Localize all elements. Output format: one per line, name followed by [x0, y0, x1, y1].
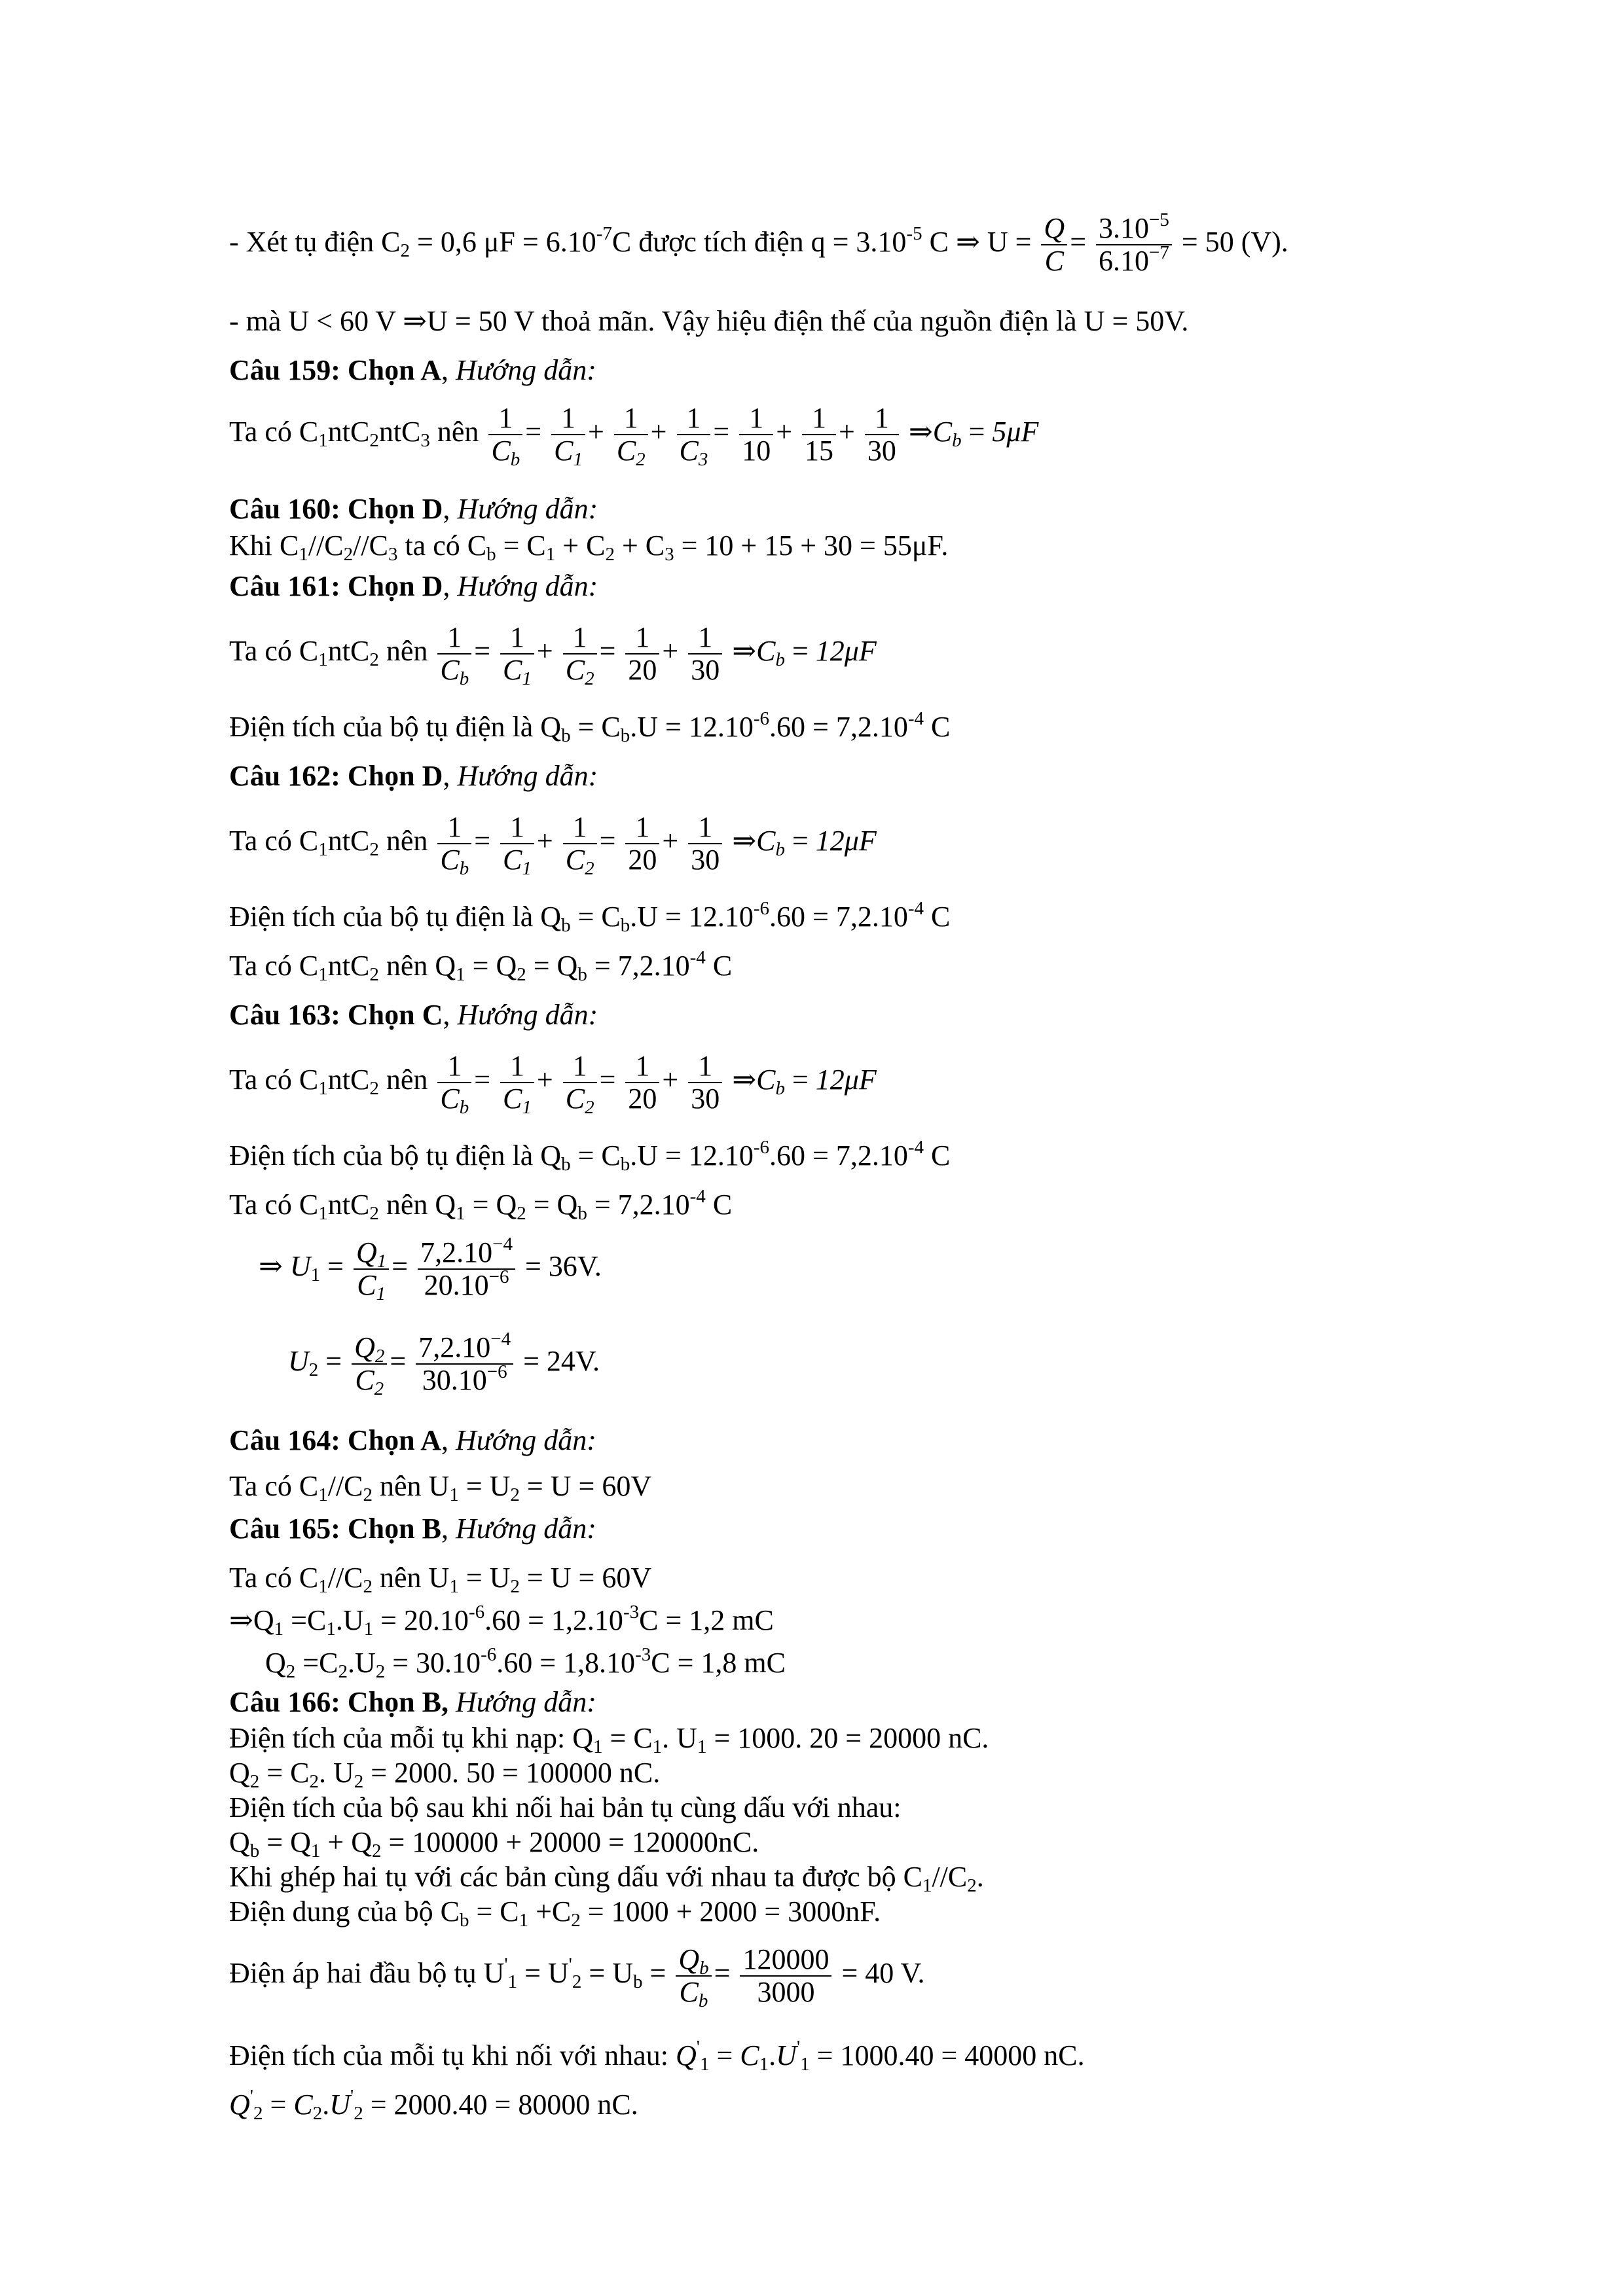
heading-cau-165: Câu 165: Chọn B, Hướng dẫn: [229, 1513, 596, 1545]
line-160: Khi $C_1//C_2//C_3$ ta có $C_b = C_1 + C_2 + C_3 = 10 + 15 + 30 = 55\mu F$. [229, 529, 949, 565]
line-159-formula: Ta có $C_1ntC_2ntC_3$ nên $\frac{1}{C_b}$ = $\frac{1}{C_1}$ + $\frac{1}{C_2}$ + $\frac{1}{C_3}$ = $\frac{1}{10}$ + $\frac{1}{15}$ + $\frac{1}{30}$ $\Rightarrow C_b = 5\mu F$ [229, 402, 1039, 470]
heading-cau-164: Câu 164: Chọn A, Hướng dẫn: [229, 1424, 596, 1456]
line-161-formula: Ta có $C_1ntC_2$ nên $\frac{1}{C_b}$ = $\frac{1}{C_1}$ + $\frac{1}{C_2}$ = $\frac{1}{20}$ + $\frac{1}{30}$ $\Rightarrow C_b = 12\mu F$ [229, 621, 877, 689]
line-164: Ta có $C_1//C_2$ nên $U_1 = U_2 = U = 60V$ [229, 1470, 652, 1505]
line-165-q2: $Q_2 =C_2.U_2 = 30.10^{-6}.60 = 1,8.10^{-3}C = 1,8$ mC [265, 1644, 786, 1682]
heading-cau-161: Câu 161: Chọn D, Hướng dẫn: [229, 570, 598, 602]
line-166-parallel: Khi ghép hai tụ với các bản cùng dấu với nhau ta được bộ $C_1//C_2$. [229, 1861, 984, 1896]
line-162-formula: Ta có $C_1ntC_2$ nên $\frac{1}{C_b}$ = $\frac{1}{C_1}$ + $\frac{1}{C_2}$ = $\frac{1}{20}$ + $\frac{1}{30}$ $\Rightarrow C_b = 12\mu F$ [229, 811, 877, 879]
line-165-voltage: Ta có $C_1//C_2$ nên $U_1 = U_2 = U = 60V$ [229, 1562, 652, 1597]
line-162-series-charge: Ta có $C_1ntC_2$ nên $Q_1 = Q_2 = Q_b = 7,2.10^{-4}$ C [229, 947, 733, 985]
heading-cau-163: Câu 163: Chọn C, Hướng dẫn: [229, 999, 598, 1031]
line-166-q2-final: $Q'_2 = C_2.U'_2 = 2000.40 = 80000$ nC. [229, 2086, 638, 2124]
line-163-series-charge: Ta có $C_1ntC_2$ nên $Q_1 = Q_2 = Q_b = 7,2.10^{-4}$ C [229, 1186, 733, 1224]
line-166-charge1: Điện tích của mỗi tụ khi nạp: $Q_1 = C_1$. $U_1 = 1000$. 20 = 20000 nC. [229, 1722, 989, 1757]
line-165-q1: $\Rightarrow Q_1 =C_1.U_1 = 20.10^{-6}.60 = 1,2.10^{-3}C = 1,2$ mC [229, 1602, 774, 1640]
line-166-total-charge: $Q_b = Q_1 + Q_2 = 100000 + 20000 = 120000nC$. [229, 1826, 759, 1861]
line-166-intro: Điện tích của bộ sau khi nối hai bản tụ cùng dấu với nhau: [229, 1791, 902, 1823]
line-166-capacitance: Điện dung của bộ $C_b = C_1 +C_2 = 1000 + 2000 = 3000nF$. [229, 1895, 881, 1931]
heading-cau-166: Câu 166: Chọn B, Hướng dẫn: [229, 1686, 596, 1718]
line-163-formula: Ta có $C_1ntC_2$ nên $\frac{1}{C_b}$ = $\frac{1}{C_1}$ + $\frac{1}{C_2}$ = $\frac{1}{20}$ + $\frac{1}{30}$ $\Rightarrow C_b = 12\mu F$ [229, 1050, 877, 1118]
line-c2-charge: - Xét tụ điện $C_2 = 0,6$ $\mu F = 6.10^{-7}C$ được tích điện $q = 3.10^{-5}$ C ⇒ U = $\frac{Q}{C}$ = $\frac{3.10^{-5}}{6.10^{-7}}$ = 50 (V). [229, 209, 1288, 277]
line-163-u2: $U_2$ = $\frac{Q_2}{C_2}$ = $\frac{7,2.10^{-4}}{30.10^{-6}}$ = 24V. [288, 1329, 600, 1399]
line-161-charge: Điện tích của bộ tụ điện là $Q_b = C_b.U = 12.10^{-6}.60 = 7,2.10^{-4}$ C [229, 708, 951, 746]
line-166-q1-final: Điện tích của mỗi tụ khi nối với nhau: $Q'_1 = C_1.U'_1 = 1000.40 = 40000$ nC. [229, 2037, 1085, 2075]
line-166-voltage: Điện áp hai đầu bộ tụ $U'_1 = U'_2 = U_b$ = $\frac{Q_b}{C_b}$ = $\frac{120000}{3000}$ = 40 V. [229, 1943, 925, 2011]
line-166-charge2: $Q_2 = C_2$. $U_2 = 2000$. 50 = 100000 nC. [229, 1757, 661, 1792]
heading-cau-160: Câu 160: Chọn D, Hướng dẫn: [229, 493, 598, 525]
line-162-charge: Điện tích của bộ tụ điện là $Q_b = C_b.U = 12.10^{-6}.60 = 7,2.10^{-4}$ C [229, 898, 951, 936]
line-163-charge: Điện tích của bộ tụ điện là $Q_b = C_b.U = 12.10^{-6}.60 = 7,2.10^{-4}$ C [229, 1137, 951, 1175]
heading-cau-159: Câu 159: Chọn A, Hướng dẫn: [229, 354, 596, 386]
heading-cau-162: Câu 162: Chọn D, Hướng dẫn: [229, 760, 598, 792]
line-163-u1: ⇒ $U_1$ = $\frac{Q_1}{C_1}$ = $\frac{7,2.10^{-4}}{20.10^{-6}}$ = 36V. [259, 1234, 602, 1304]
line-voltage-check: - mà U < 60 V ⇒U = 50 V thoả mãn. Vậy hiệu điện thế của nguồn điện là U = 50V. [229, 305, 1189, 337]
